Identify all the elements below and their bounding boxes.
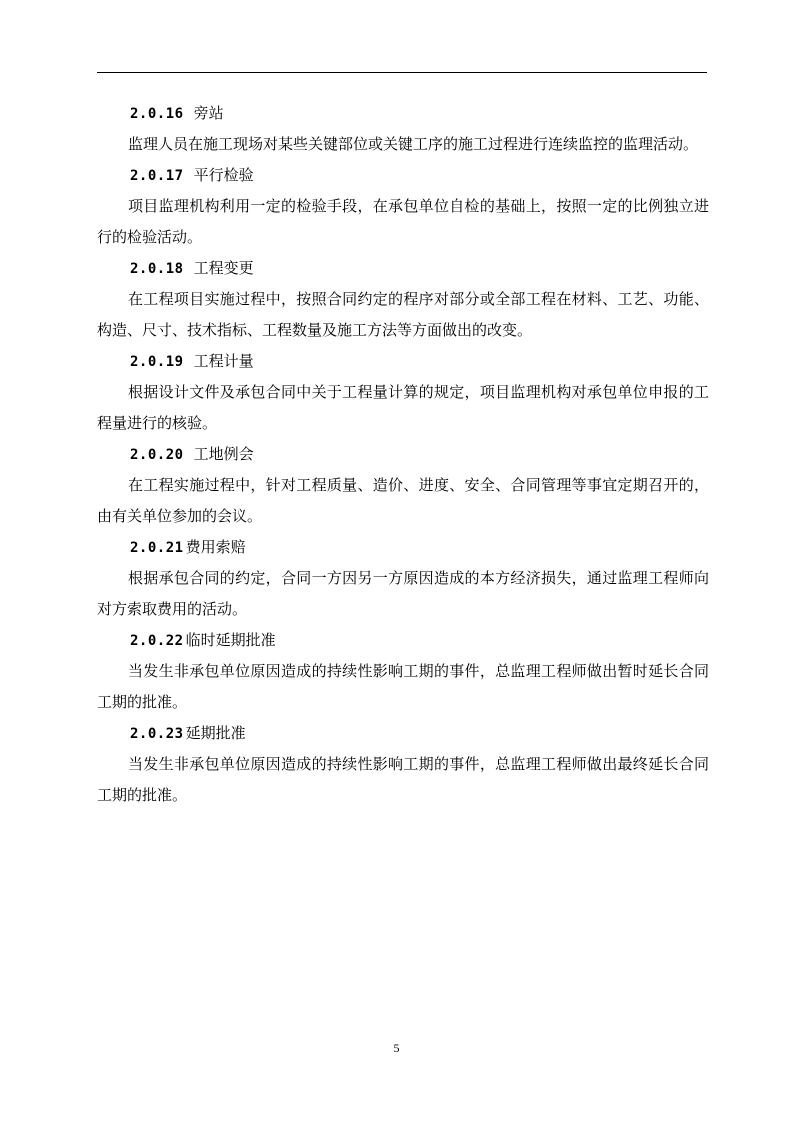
term-2-0-16 — [97, 98, 709, 160]
term-heading — [97, 439, 709, 470]
term-2-0-17 — [97, 160, 709, 253]
term-title: 临时延期批准 — [185, 631, 276, 649]
term-heading — [97, 346, 709, 377]
term-number: 2.0.18 — [130, 261, 184, 277]
term-number: 2.0.20 — [130, 447, 184, 463]
term-definition: 根据设计文件及承包合同中关于工程量计算的规定，项目监理机构对承包单位申报的工程量进行的核验。 — [97, 383, 709, 432]
term-heading — [97, 532, 709, 563]
term-2-0-21 — [97, 532, 709, 625]
term-2-0-20 — [97, 439, 709, 532]
term-heading — [97, 98, 709, 129]
terms-list — [97, 98, 709, 811]
term-number: 2.0.16 — [130, 106, 184, 122]
term-title: 工程变更 — [193, 259, 254, 277]
term-heading — [97, 160, 709, 191]
term-definition: 当发生非承包单位原因造成的持续性影响工期的事件，总监理工程师做出最终延长合同工期的批准。 — [97, 755, 709, 804]
term-definition: 根据承包合同的约定，合同一方因另一方原因造成的本方经济损失，通过监理工程师向对方索取费用的活动。 — [97, 569, 709, 618]
term-number: 2.0.17 — [130, 168, 184, 184]
term-definition: 项目监理机构利用一定的检验手段，在承包单位自检的基础上，按照一定的比例独立进行的检验活动。 — [97, 197, 709, 246]
term-heading — [97, 625, 709, 656]
term-heading — [97, 253, 709, 284]
term-number: 2.0.22 — [130, 633, 184, 649]
term-number: 2.0.21 — [130, 540, 184, 556]
header-rule — [97, 72, 707, 73]
term-title: 工程计量 — [193, 352, 254, 370]
term-number: 2.0.19 — [130, 354, 184, 370]
term-2-0-19 — [97, 346, 709, 439]
term-definition: 当发生非承包单位原因造成的持续性影响工期的事件，总监理工程师做出暂时延长合同工期的批准。 — [97, 662, 709, 711]
term-title: 延期批准 — [185, 724, 246, 742]
term-definition: 在工程实施过程中，针对工程质量、造价、进度、安全、合同管理等事宜定期召开的，由有关单位参加的会议。 — [97, 476, 709, 525]
term-number: 2.0.23 — [130, 726, 184, 742]
term-2-0-22 — [97, 625, 709, 718]
term-title: 旁站 — [193, 104, 224, 122]
term-2-0-23 — [97, 718, 709, 811]
term-title: 费用索赔 — [185, 538, 246, 556]
term-2-0-18 — [97, 253, 709, 346]
term-heading — [97, 718, 709, 749]
page-number: 5 — [393, 1041, 400, 1055]
term-title: 工地例会 — [193, 445, 254, 463]
term-definition: 监理人员在施工现场对某些关键部位或关键工序的施工过程进行连续监控的监理活动。 — [128, 135, 699, 153]
term-definition: 在工程项目实施过程中，按照合同约定的程序对部分或全部工程在材料、工艺、功能、构造、尺寸、技术指标、工程数量及施工方法等方面做出的改变。 — [97, 290, 709, 339]
term-title: 平行检验 — [193, 166, 254, 184]
